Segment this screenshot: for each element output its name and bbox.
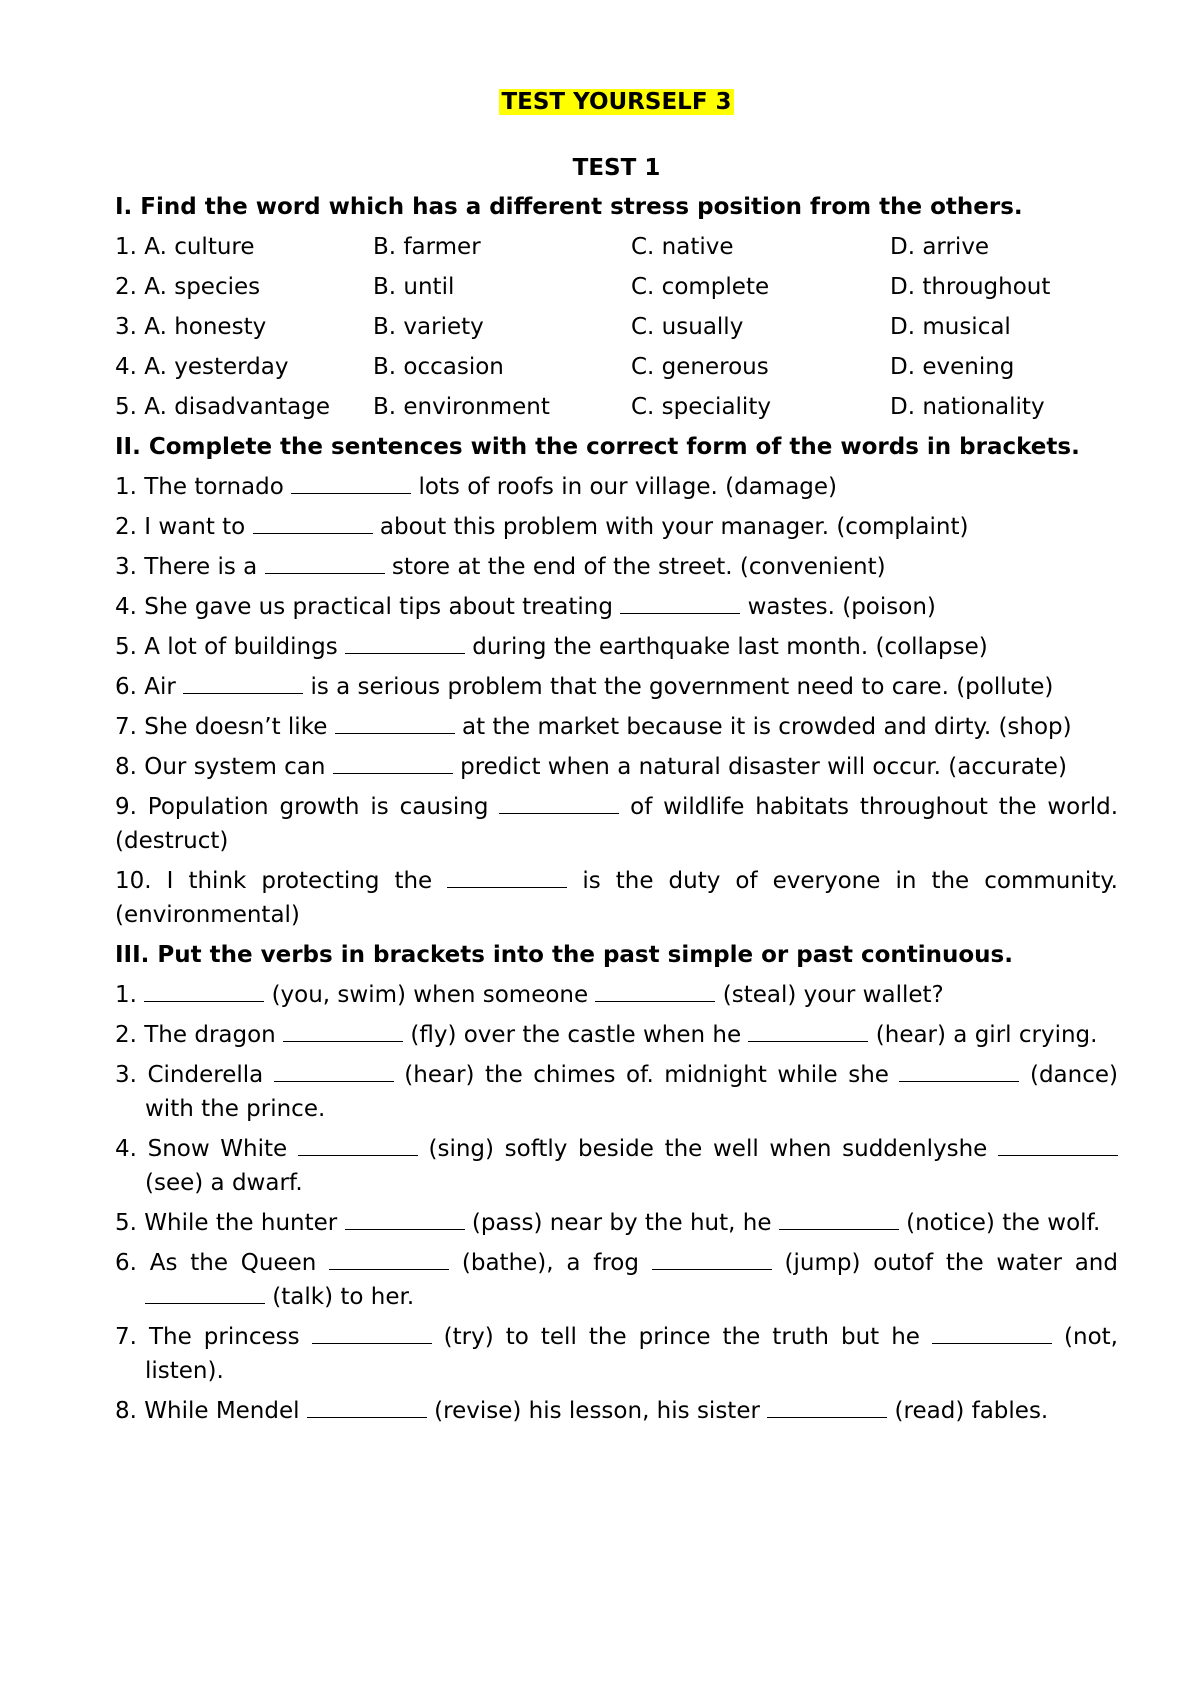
sentence-text: during the earthquake last month. (collapse) bbox=[465, 634, 988, 660]
sentence-text: (jump) outof the water and bbox=[771, 1250, 1118, 1276]
sentence-item bbox=[115, 864, 1118, 932]
option-c: C. usually bbox=[631, 314, 744, 340]
sentence-text: 9. Population growth is causing bbox=[115, 794, 500, 820]
section-1-heading: I. Find the word which has a different stress position from the others. bbox=[115, 194, 1023, 220]
sentence-text: predict when a natural disaster will occur. (accurate) bbox=[452, 754, 1067, 780]
answer-blank[interactable] bbox=[329, 1251, 449, 1270]
option-b: B. until bbox=[373, 274, 455, 300]
sentence-text: 6. Air bbox=[115, 674, 184, 700]
option-c: C. complete bbox=[631, 274, 770, 300]
sentence-text: 4. She gave us practical tips about treating bbox=[115, 594, 621, 620]
answer-blank[interactable] bbox=[447, 869, 567, 888]
answer-blank[interactable] bbox=[283, 1023, 403, 1042]
verb-item bbox=[115, 1018, 1118, 1052]
sentence-text: (talk) to her. bbox=[265, 1284, 415, 1310]
answer-blank[interactable] bbox=[932, 1325, 1052, 1344]
answer-blank[interactable] bbox=[652, 1251, 772, 1270]
worksheet-title bbox=[115, 85, 1118, 119]
question-row bbox=[115, 350, 1118, 390]
sentence-item bbox=[115, 710, 1118, 744]
sentence-text: (bathe), a frog bbox=[449, 1250, 652, 1276]
sentence-text: 7. She doesn’t like bbox=[115, 714, 335, 740]
answer-blank[interactable] bbox=[779, 1211, 899, 1230]
sentence-text: (not, listen). bbox=[145, 1324, 1118, 1384]
sentence-text: 4. Snow White bbox=[115, 1136, 298, 1162]
sentence-text: (pass) near by the hut, he bbox=[464, 1210, 779, 1236]
option-b: B. occasion bbox=[373, 354, 504, 380]
option-a: 5. A. disadvantage bbox=[115, 394, 331, 420]
answer-blank[interactable] bbox=[345, 635, 465, 654]
option-b: B. environment bbox=[373, 394, 550, 420]
sentence-text: (sing) softly beside the well when suddenlyshe bbox=[417, 1136, 998, 1162]
verb-item bbox=[115, 1132, 1118, 1200]
sentence-item bbox=[115, 750, 1118, 784]
section-3-heading: III. Put the verbs in brackets into the past simple or past continuous. bbox=[115, 942, 1013, 968]
option-c: C. speciality bbox=[631, 394, 771, 420]
verb-item bbox=[115, 1206, 1118, 1240]
option-d: D. evening bbox=[890, 354, 1015, 380]
sentence-text: 5. A lot of buildings bbox=[115, 634, 345, 660]
sentence-item bbox=[115, 590, 1118, 624]
option-b: B. farmer bbox=[373, 234, 481, 260]
verb-item bbox=[115, 1246, 1118, 1314]
answer-blank[interactable] bbox=[335, 715, 455, 734]
sentence-text: 2. The dragon bbox=[115, 1022, 284, 1048]
sentence-text: (try) to tell the prince the truth but he bbox=[431, 1324, 932, 1350]
answer-blank[interactable] bbox=[307, 1399, 427, 1418]
sentence-text: is a serious problem that the government need to care. (pollute) bbox=[303, 674, 1054, 700]
option-c: C. native bbox=[631, 234, 734, 260]
sentence-item bbox=[115, 550, 1118, 584]
sentence-text: 2. I want to bbox=[115, 514, 253, 540]
sentence-text: (see) a dwarf. bbox=[145, 1170, 303, 1196]
option-a: 1. A. culture bbox=[115, 234, 255, 260]
option-b: B. variety bbox=[373, 314, 484, 340]
sentence-item bbox=[115, 790, 1118, 858]
sentence-text: (steal) your wallet? bbox=[715, 982, 944, 1008]
verb-item bbox=[115, 1394, 1118, 1428]
option-a: 4. A. yesterday bbox=[115, 354, 289, 380]
question-row bbox=[115, 390, 1118, 430]
question-row bbox=[115, 310, 1118, 350]
question-row bbox=[115, 230, 1118, 270]
sentence-text: about this problem with your manager. (complaint) bbox=[372, 514, 969, 540]
answer-blank[interactable] bbox=[274, 1063, 394, 1082]
worksheet-page bbox=[115, 85, 1118, 1434]
option-d: D. musical bbox=[890, 314, 1011, 340]
sentence-item bbox=[115, 670, 1118, 704]
sentence-text: 1. bbox=[115, 982, 145, 1008]
sentence-text: (dance) with the prince. bbox=[145, 1062, 1118, 1122]
sentence-text: 8. Our system can bbox=[115, 754, 333, 780]
answer-blank[interactable] bbox=[291, 475, 411, 494]
verb-item bbox=[115, 978, 1118, 1012]
sentence-text: lots of roofs in our village. (damage) bbox=[411, 474, 838, 500]
sentence-text: (notice) the wolf. bbox=[898, 1210, 1101, 1236]
sentence-text: is the duty of everyone in the community. (environmental) bbox=[115, 868, 1118, 928]
answer-blank[interactable] bbox=[183, 675, 303, 694]
answer-blank[interactable] bbox=[145, 1285, 265, 1304]
verb-item bbox=[115, 1058, 1118, 1126]
answer-blank[interactable] bbox=[345, 1211, 465, 1230]
sentence-item bbox=[115, 510, 1118, 544]
option-d: D. arrive bbox=[890, 234, 990, 260]
answer-blank[interactable] bbox=[595, 983, 715, 1002]
answer-blank[interactable] bbox=[253, 515, 373, 534]
sentence-item bbox=[115, 470, 1118, 504]
sentence-text: (revise) his lesson, his sister bbox=[426, 1398, 768, 1424]
answer-blank[interactable] bbox=[748, 1023, 868, 1042]
question-row bbox=[115, 270, 1118, 310]
sentence-item bbox=[115, 630, 1118, 664]
sentence-text: (hear) the chimes of. midnight while she bbox=[393, 1062, 900, 1088]
verb-item bbox=[115, 1320, 1118, 1388]
sentence-text: (read) fables. bbox=[887, 1398, 1049, 1424]
answer-blank[interactable] bbox=[899, 1063, 1019, 1082]
test-label: TEST 1 bbox=[572, 155, 661, 181]
answer-blank[interactable] bbox=[333, 755, 453, 774]
sentence-text: 7. The princess bbox=[115, 1324, 312, 1350]
sentence-text: (you, swim) when someone bbox=[264, 982, 596, 1008]
section-2-heading: II. Complete the sentences with the correct form of the words in brackets. bbox=[115, 434, 1080, 460]
sentence-text: 1. The tornado bbox=[115, 474, 292, 500]
sentence-text: of wildlife habitats throughout the world. (destruct) bbox=[115, 794, 1119, 854]
answer-blank[interactable] bbox=[144, 983, 264, 1002]
sentence-text: wastes. (poison) bbox=[740, 594, 936, 620]
title-highlight: TEST YOURSELF 3 bbox=[501, 89, 732, 115]
sentence-text: store at the end of the street. (convenient) bbox=[384, 554, 886, 580]
answer-blank[interactable] bbox=[298, 1137, 418, 1156]
sentence-text: 3. Cinderella bbox=[115, 1062, 274, 1088]
sentence-text: (hear) a girl crying. bbox=[868, 1022, 1098, 1048]
answer-blank[interactable] bbox=[998, 1137, 1118, 1156]
option-d: D. throughout bbox=[890, 274, 1051, 300]
sentence-text: 3. There is a bbox=[115, 554, 265, 580]
answer-blank[interactable] bbox=[499, 795, 619, 814]
sentence-text: 10. I think protecting the bbox=[115, 868, 448, 894]
option-a: 3. A. honesty bbox=[115, 314, 267, 340]
sentence-text: 6. As the Queen bbox=[115, 1250, 330, 1276]
answer-blank[interactable] bbox=[265, 555, 385, 574]
answer-blank[interactable] bbox=[620, 595, 740, 614]
option-c: C. generous bbox=[631, 354, 769, 380]
option-d: D. nationality bbox=[890, 394, 1045, 420]
sentence-text: 5. While the hunter bbox=[115, 1210, 345, 1236]
sentence-text: (fly) over the castle when he bbox=[403, 1022, 749, 1048]
option-a: 2. A. species bbox=[115, 274, 261, 300]
sentence-text: at the market because it is crowded and dirty. (shop) bbox=[454, 714, 1072, 740]
sentence-text: 8. While Mendel bbox=[115, 1398, 307, 1424]
answer-blank[interactable] bbox=[767, 1399, 887, 1418]
answer-blank[interactable] bbox=[312, 1325, 432, 1344]
